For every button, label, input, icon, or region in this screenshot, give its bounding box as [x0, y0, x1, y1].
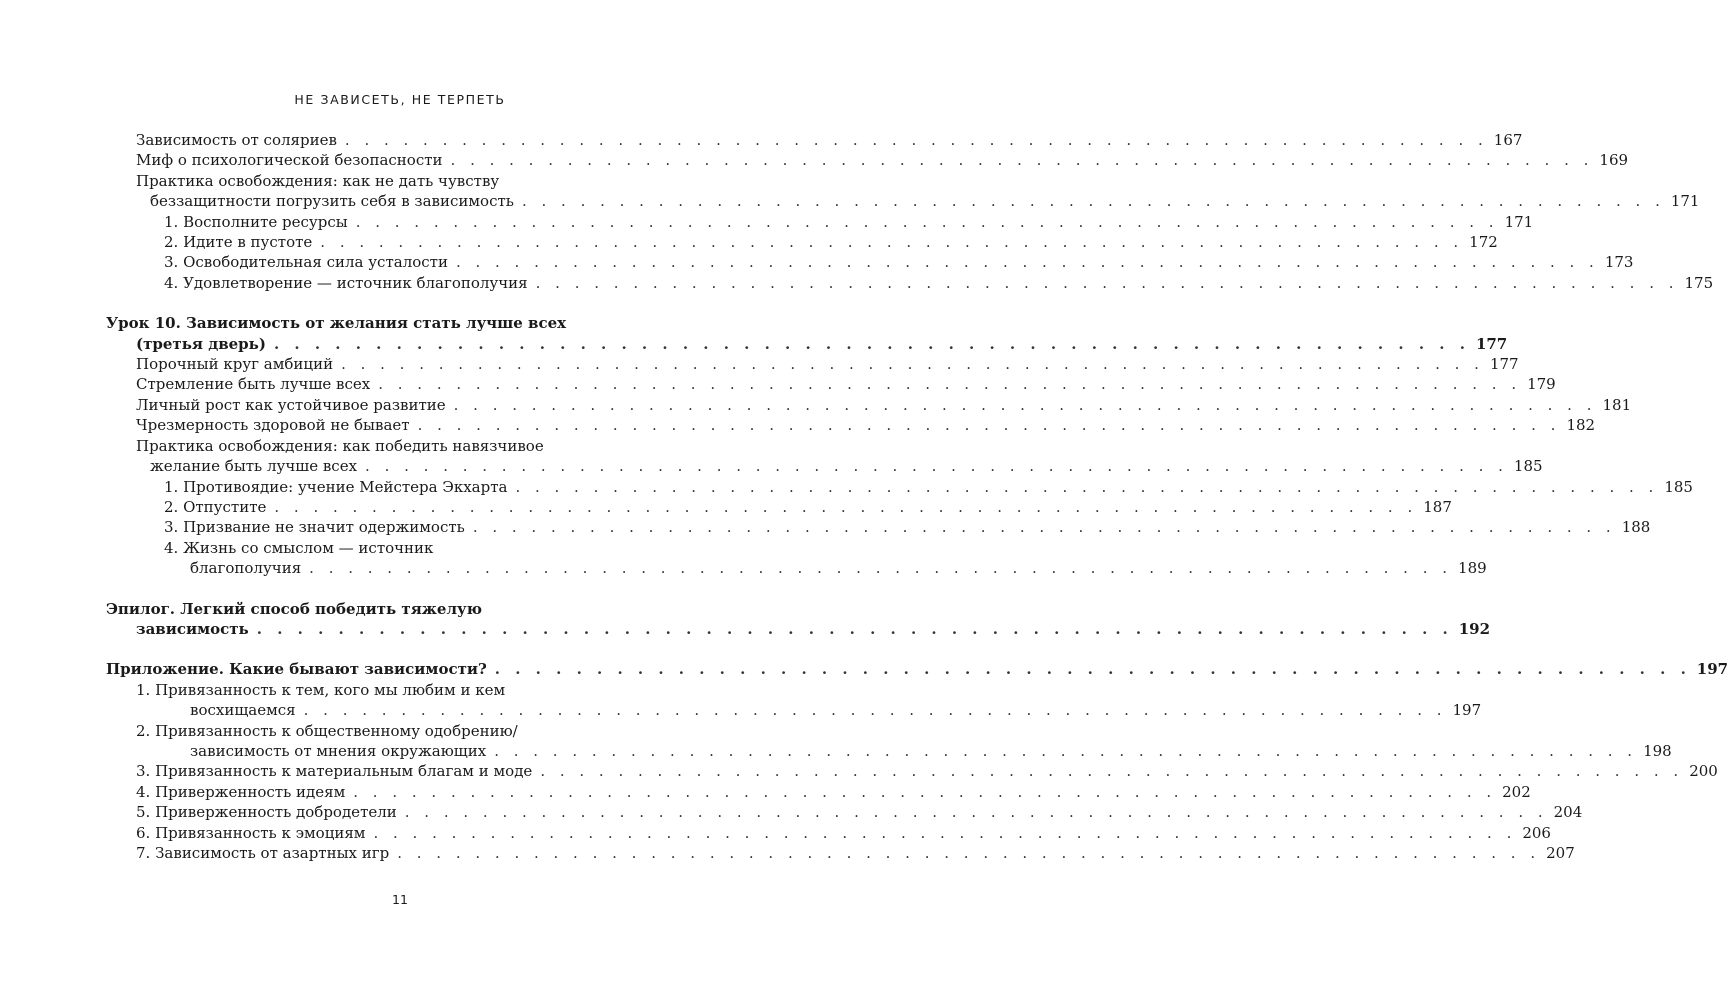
toc-entry-title: 5. Приверженность добродетели	[136, 803, 397, 822]
leader-dots: . . . . . . . . . . . . . . . . . . . . . . . . . . . . . . . . . . . . . . . . . . . . . . . . . . . . . . . . . . .	[494, 741, 1638, 760]
toc-subentry[interactable]	[106, 823, 1551, 843]
toc-entry-page: 167	[1493, 131, 1523, 149]
toc-entry-page: 177	[1489, 355, 1519, 374]
leader-dots: . . . . . . . . . . . . . . . . . . . . . . . . . . . . . . . . . . . . . . . . . . . . . . . . . . . . . . . . . . .	[540, 762, 1684, 781]
toc-chapter-entry[interactable]	[106, 619, 1491, 639]
leader-dots: . . . . . . . . . . . . . . . . . . . . . . . . . . . . . . . . . . . . . . . . . . . . . . . . . . . . . . . . . . .	[494, 660, 1691, 679]
toc-entry[interactable]	[106, 130, 1523, 150]
leader-dots: . . . . . . . . . . . . . . . . . . . . . . . . . . . . . . . . . . . . . . . . . . . . . . . . . . . . . . . . . . .	[320, 233, 1464, 252]
toc-entry-title: (третья дверь)	[136, 334, 266, 353]
toc-entry-page: 207	[1546, 844, 1575, 862]
toc-entry-page: 179	[1527, 375, 1556, 394]
toc-entry[interactable]	[106, 395, 1632, 415]
leader-dots: . . . . . . . . . . . . . . . . . . . . . . . . . . . . . . . . . . . . . . . . . . . . . . . . . . . . . . . . . . .	[303, 701, 1447, 720]
toc-subentry[interactable]	[106, 212, 1534, 232]
toc-entry-page: 206	[1522, 823, 1551, 842]
toc-subentry[interactable]	[106, 517, 1651, 537]
toc-entry-page: 175	[1684, 273, 1714, 292]
leader-dots: . . . . . . . . . . . . . . . . . . . . . . . . . . . . . . . . . . . . . . . . . . . . . . . . . . . . . . . . . . .	[404, 803, 1548, 822]
leader-dots: . . . . . . . . . . . . . . . . . . . . . . . . . . . . . . . . . . . . . . . . . . . . . . . . . . . . . . . . . . .	[256, 619, 1453, 638]
toc-entry-page: 197	[1452, 701, 1482, 720]
toc-chapter-entry[interactable]	[106, 334, 1508, 354]
toc-entry[interactable]	[106, 415, 1596, 435]
toc-subentry[interactable]	[106, 843, 1575, 863]
toc-entry-title: 3. Освободительная сила усталости	[164, 253, 448, 272]
toc-subentry[interactable]	[106, 558, 1487, 578]
toc-entry-page: 169	[1599, 151, 1629, 170]
leader-dots: . . . . . . . . . . . . . . . . . . . . . . . . . . . . . . . . . . . . . . . . . . . . . . . . . . . . . . . . . . .	[515, 477, 1659, 496]
toc-entry-title: 6. Привязанность к эмоциям	[136, 823, 366, 842]
toc-entry[interactable]	[106, 374, 1556, 394]
leader-dots: . . . . . . . . . . . . . . . . . . . . . . . . . . . . . . . . . . . . . . . . . . . . . . . . . . . . . . . . . . .	[472, 518, 1616, 537]
toc-entry-title: Чрезмерность здоровой не бывает	[136, 416, 410, 435]
leader-dots: . . . . . . . . . . . . . . . . . . . . . . . . . . . . . . . . . . . . . . . . . . . . . . . . . . . . . . . . . . .	[341, 355, 1484, 374]
toc-subentry[interactable]	[106, 741, 1672, 761]
toc-entry-page: 182	[1566, 416, 1596, 435]
toc-entry-page: 187	[1423, 497, 1452, 516]
toc-entry-title: 7. Зависимость от азартных игр	[136, 844, 390, 862]
toc-entry-title: беззащитности погрузить себя в зависимость	[150, 192, 514, 211]
leader-dots: . . . . . . . . . . . . . . . . . . . . . . . . . . . . . . . . . . . . . . . . . . . . . . . . . . . . . . . . . . .	[353, 782, 1497, 801]
leader-dots: . . . . . . . . . . . . . . . . . . . . . . . . . . . . . . . . . . . . . . . . . . . . . . . . . . . . . . . . . . .	[397, 844, 1541, 862]
table-of-contents	[106, 130, 1728, 863]
toc-entry-title: Миф о психологической безопасности	[136, 151, 443, 170]
toc-subentry[interactable]	[106, 232, 1498, 252]
toc-entry-page: 185	[1664, 477, 1693, 496]
toc-entry-title: 1. Восполните ресурсы	[164, 212, 348, 231]
toc-entry-title-line: 1. Привязанность к тем, кого мы любим и кем	[136, 680, 506, 699]
leader-dots: . . . . . . . . . . . . . . . . . . . . . . . . . . . . . . . . . . . . . . . . . . . . . . . . . . . . . . . . . . .	[344, 131, 1488, 149]
toc-entry-title: Личный рост как устойчивое развитие	[136, 395, 446, 414]
toc-entry-title: зависимость	[136, 619, 249, 638]
leader-dots: . . . . . . . . . . . . . . . . . . . . . . . . . . . . . . . . . . . . . . . . . . . . . . . . . . . . . . . . . . .	[373, 823, 1517, 842]
toc-entry-page: 202	[1502, 782, 1531, 801]
page-number: 11	[392, 892, 408, 907]
toc-subentry[interactable]	[106, 782, 1531, 802]
leader-dots: . . . . . . . . . . . . . . . . . . . . . . . . . . . . . . . . . . . . . . . . . . . . . . . . . . . . . . . . . . .	[417, 416, 1561, 435]
toc-entry[interactable]	[106, 150, 1629, 170]
toc-entry-page: 198	[1643, 741, 1672, 760]
toc-entry-title-line: Практика освобождения: как не дать чувству	[136, 171, 500, 190]
section-gap	[106, 579, 646, 599]
toc-entry-title: 1. Противоядие: учение Мейстера Экхарта	[164, 477, 508, 496]
section-gap	[106, 639, 646, 659]
toc-entry-title: зависимость от мнения окружающих	[190, 741, 487, 760]
toc-entry-title: желание быть лучше всех	[150, 457, 358, 476]
toc-entry[interactable]	[106, 191, 1700, 211]
toc-entry-title: благополучия	[190, 559, 302, 578]
leader-dots: . . . . . . . . . . . . . . . . . . . . . . . . . . . . . . . . . . . . . . . . . . . . . . . . . . . . . . . . . . .	[355, 212, 1499, 231]
toc-subentry[interactable]	[106, 802, 1583, 822]
toc-entry-page: 185	[1513, 457, 1543, 476]
toc-entry[interactable]	[106, 456, 1543, 476]
toc-entry-title: 3. Привязанность к материальным благам и моде	[136, 762, 533, 781]
toc-entry-title-line: Практика освобождения: как победить навязчивое	[136, 436, 544, 455]
running-head: НЕ ЗАВИСЕТЬ, НЕ ТЕРПЕТЬ	[294, 92, 506, 107]
toc-entry-page: 171	[1504, 212, 1534, 231]
section-gap	[106, 293, 646, 313]
leader-dots: . . . . . . . . . . . . . . . . . . . . . . . . . . . . . . . . . . . . . . . . . . . . . . . . . . . . . . . . . . .	[535, 273, 1679, 292]
toc-entry-title: Порочный круг амбиций	[136, 355, 334, 374]
toc-entry-title: 4. Удовлетворение — источник благополучия	[164, 273, 528, 292]
toc-entry-page: 200	[1689, 762, 1718, 781]
toc-entry[interactable]	[106, 354, 1519, 374]
toc-entry-page: 181	[1602, 395, 1632, 414]
toc-entry-page: 197	[1696, 660, 1728, 679]
toc-entry-page: 204	[1553, 803, 1583, 822]
toc-entry-page: 188	[1621, 518, 1651, 537]
toc-entry-page: 172	[1469, 233, 1498, 252]
toc-entry-page: 192	[1458, 619, 1491, 638]
toc-subentry[interactable]	[106, 273, 1714, 293]
toc-entry-title-line: 2. Привязанность к общественному одобрению/	[136, 721, 518, 740]
toc-entry-title: восхищаемся	[190, 701, 296, 720]
toc-chapter-entry[interactable]	[106, 659, 1728, 679]
toc-subentry[interactable]	[106, 497, 1452, 517]
chapter-title-line: Урок 10. Зависимость от желания стать лучше всех	[106, 314, 567, 333]
leader-dots: . . . . . . . . . . . . . . . . . . . . . . . . . . . . . . . . . . . . . . . . . . . . . . . . . . . . . . . . . . .	[365, 457, 1508, 476]
toc-entry-page: 177	[1475, 334, 1508, 353]
toc-entry-page: 173	[1604, 253, 1634, 272]
toc-entry-title: 2. Идите в пустоте	[164, 233, 313, 252]
toc-subentry[interactable]	[106, 252, 1634, 272]
leader-dots: . . . . . . . . . . . . . . . . . . . . . . . . . . . . . . . . . . . . . . . . . . . . . . . . . . . . . . . . . . .	[521, 192, 1665, 211]
leader-dots: . . . . . . . . . . . . . . . . . . . . . . . . . . . . . . . . . . . . . . . . . . . . . . . . . . . . . . . . . . .	[378, 375, 1522, 394]
toc-subentry[interactable]	[106, 477, 1693, 497]
toc-entry-title-line: 4. Жизнь со смыслом — источник	[164, 538, 434, 557]
leader-dots: . . . . . . . . . . . . . . . . . . . . . . . . . . . . . . . . . . . . . . . . . . . . . . . . . . . . . . . . . . .	[309, 559, 1453, 578]
leader-dots: . . . . . . . . . . . . . . . . . . . . . . . . . . . . . . . . . . . . . . . . . . . . . . . . . . . . . . . . . . .	[455, 253, 1599, 272]
toc-entry-title: Стремление быть лучше всех	[136, 375, 371, 394]
chapter-title-line: Эпилог. Легкий способ победить тяжелую	[106, 599, 483, 618]
leader-dots: . . . . . . . . . . . . . . . . . . . . . . . . . . . . . . . . . . . . . . . . . . . . . . . . . . . . . . . . . . .	[453, 395, 1597, 414]
leader-dots: . . . . . . . . . . . . . . . . . . . . . . . . . . . . . . . . . . . . . . . . . . . . . . . . . . . . . . . . . . .	[450, 151, 1594, 170]
toc-entry-title: 4. Приверженность идеям	[136, 782, 346, 801]
toc-entry-title: 2. Отпустите	[164, 497, 267, 516]
toc-entry-page: 171	[1670, 192, 1700, 211]
leader-dots: . . . . . . . . . . . . . . . . . . . . . . . . . . . . . . . . . . . . . . . . . . . . . . . . . . . . . . . . . . .	[274, 497, 1418, 516]
toc-subentry[interactable]	[106, 700, 1482, 720]
leader-dots: . . . . . . . . . . . . . . . . . . . . . . . . . . . . . . . . . . . . . . . . . . . . . . . . . . . . . . . . . . .	[273, 334, 1470, 353]
toc-entry-title: 3. Призвание не значит одержимость	[164, 518, 465, 537]
toc-entry-title: Приложение. Какие бывают зависимости?	[106, 660, 487, 679]
toc-entry-page: 189	[1458, 559, 1487, 578]
toc-entry-title: Зависимость от соляриев	[136, 131, 337, 149]
toc-subentry[interactable]	[106, 761, 1718, 781]
